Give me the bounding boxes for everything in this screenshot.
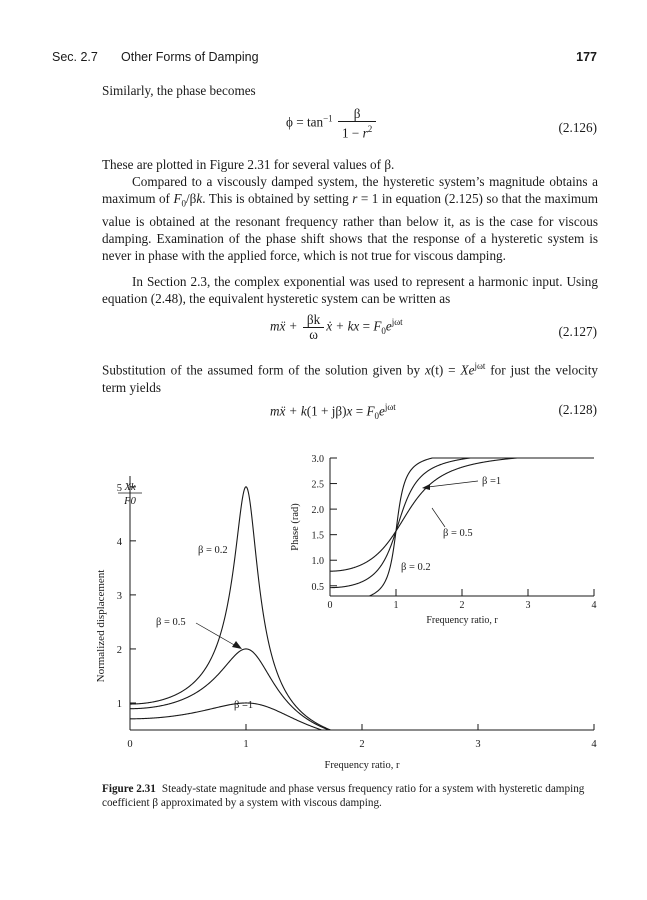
section-label: Sec. 2.7 — [52, 50, 98, 64]
para3-F: F — [173, 191, 182, 207]
phase-x-tick-label-2: 2 — [459, 600, 465, 611]
paragraph-plotted: These are plotted in Figure 2.31 for several values of β. — [102, 157, 395, 172]
para3-r: r — [352, 191, 358, 207]
equation-number-2-127: (2.127) — [558, 324, 597, 339]
eq127-m: m — [270, 318, 280, 334]
equation-number-2-126: (2.126) — [558, 120, 597, 135]
phase-y-tick-label-4: 2.5 — [311, 479, 324, 491]
phase-x-tick-label-0: 0 — [327, 600, 333, 611]
equation-number-2-128: (2.128) — [558, 402, 597, 417]
magnitude-y-fraction-num: Xk — [124, 482, 136, 493]
phase-y-tick-label-1: 1.0 — [311, 556, 324, 568]
page-number: 177 — [576, 50, 597, 64]
phase-y-tick-label-0: 0.5 — [311, 581, 324, 593]
phase-x-label: Frequency ratio, r — [426, 615, 498, 626]
eq127-e: e — [385, 318, 392, 334]
magnitude-y-tick-label-1: 2 — [116, 644, 122, 656]
para5-sup: jωt — [474, 361, 486, 371]
eq128-F: F — [366, 403, 375, 419]
para3-text-b: /β — [186, 191, 197, 207]
magnitude-y-tick-label-0: 1 — [116, 698, 122, 710]
magnitude-x-tick-label-1: 1 — [243, 739, 249, 750]
eq126-sup: −1 — [323, 113, 333, 124]
para3-text-d: = 1 in equation (2.125) so that the maximum value is obtained at the resonant frequency rather than below it, as is the case for viscous damping. Examination of the phase shift shows that the response of a hysteretic system is never in phase with the applied force, which is not true for viscous damping. — [102, 191, 598, 264]
phase-y-tick-label-3: 2.0 — [311, 505, 324, 517]
magnitude-y-tick-label-3: 4 — [116, 536, 122, 548]
eq128-sup: jωt — [384, 402, 396, 412]
running-title: Other Forms of Damping — [121, 50, 259, 64]
paragraph-phase-intro: Similarly, the phase becomes — [102, 83, 256, 98]
para5-X: X — [460, 362, 469, 378]
para3-sub: 0 — [181, 198, 186, 209]
magnitude-y-tick-label-4: 5 — [116, 482, 122, 494]
eq127-sup: jωt — [391, 317, 403, 328]
magnitude-label-beta-0-5: β = 0.5 — [156, 617, 186, 628]
paragraph-section-2-3: In Section 2.3, the complex exponential was used to represent a harmonic input. Using equation (2.48), the equivalent hysteretic system can be written as — [102, 274, 598, 307]
eq127-numerator: βk — [303, 313, 324, 328]
para5-x: x — [424, 362, 431, 378]
eq128-k: k — [300, 403, 307, 419]
eq128-paren: (1 + jβ) — [306, 403, 347, 419]
magnitude-x-tick-label-2: 2 — [359, 739, 365, 750]
eq126-den-r: r — [362, 125, 368, 141]
para3-k: k — [196, 191, 203, 207]
magnitude-y-label: Normalized displacement — [95, 569, 107, 683]
eq128-m: m — [270, 403, 280, 419]
magnitude-y-fraction-den: F0 — [124, 496, 136, 507]
eq126-numerator: β — [338, 107, 376, 122]
phase-y-label: Phase (rad) — [290, 503, 301, 551]
eq126-den-a: 1 − — [341, 125, 363, 141]
eq128-x: x — [346, 403, 353, 419]
eq127-xd: ẋ + — [326, 318, 348, 334]
eq127-F: F — [373, 318, 382, 334]
para5-text-c: for just the velocity term yields — [102, 362, 598, 395]
para3-text-a: Compared to a viscously damped system, the hysteretic system’s magnitude obtains a maximum of — [102, 174, 598, 207]
phase-x-tick-label-3: 3 — [525, 600, 531, 611]
figure-caption-label: Figure 2.31 — [102, 783, 156, 795]
eq127-equals: = — [359, 318, 374, 334]
magnitude-label-beta-0-2: β = 0.2 — [198, 545, 228, 556]
eq128-equals: = — [352, 403, 367, 419]
magnitude-x-label: Frequency ratio, r — [324, 760, 400, 771]
eq126-den-sup: 2 — [367, 124, 373, 134]
para5-e: e — [468, 362, 475, 378]
phase-label-beta-1: β =1 — [482, 476, 502, 487]
eq127-sub: 0 — [381, 326, 386, 337]
phase-y-tick-label-2: 1.5 — [311, 530, 324, 542]
phase-plot-background — [330, 458, 594, 596]
eq128-xdd: ẍ + — [279, 403, 301, 419]
phase-y-tick-label-5: 3.0 — [311, 454, 324, 465]
magnitude-y-tick-label-2: 3 — [116, 590, 122, 602]
eq126-lhs: ϕ = tan — [286, 114, 324, 130]
eq128-e: e — [379, 403, 385, 419]
para5-text-b: = — [443, 362, 461, 378]
phase-label-beta-0-2: β = 0.2 — [401, 562, 431, 573]
phase-x-tick-label-1: 1 — [393, 600, 399, 611]
magnitude-label-beta-1: β =1 — [234, 700, 254, 711]
eq128-sub: 0 — [374, 411, 379, 422]
phase-x-tick-label-4: 4 — [591, 600, 597, 611]
para5-t: (t) — [430, 362, 444, 378]
eq127-xdd: ẍ + — [279, 318, 301, 334]
phase-label-beta-0-5: β = 0.5 — [443, 528, 473, 539]
figure-caption-text: Steady-state magnitude and phase versus frequency ratio for a system with hysteretic damping coefficient β approximated by a system with viscous damping. — [102, 783, 585, 809]
para5-text-a: Substitution of the assumed form of the solution given by — [102, 362, 425, 378]
magnitude-x-tick-label-0: 0 — [127, 739, 133, 750]
eq127-denominator: ω — [309, 327, 318, 342]
magnitude-x-tick-label-3: 3 — [475, 739, 481, 750]
figure-caption — [102, 782, 602, 810]
para3-text-c: . This is obtained by setting — [202, 191, 353, 207]
magnitude-x-tick-label-4: 4 — [591, 739, 597, 750]
eq127-kx: kx — [347, 318, 360, 334]
